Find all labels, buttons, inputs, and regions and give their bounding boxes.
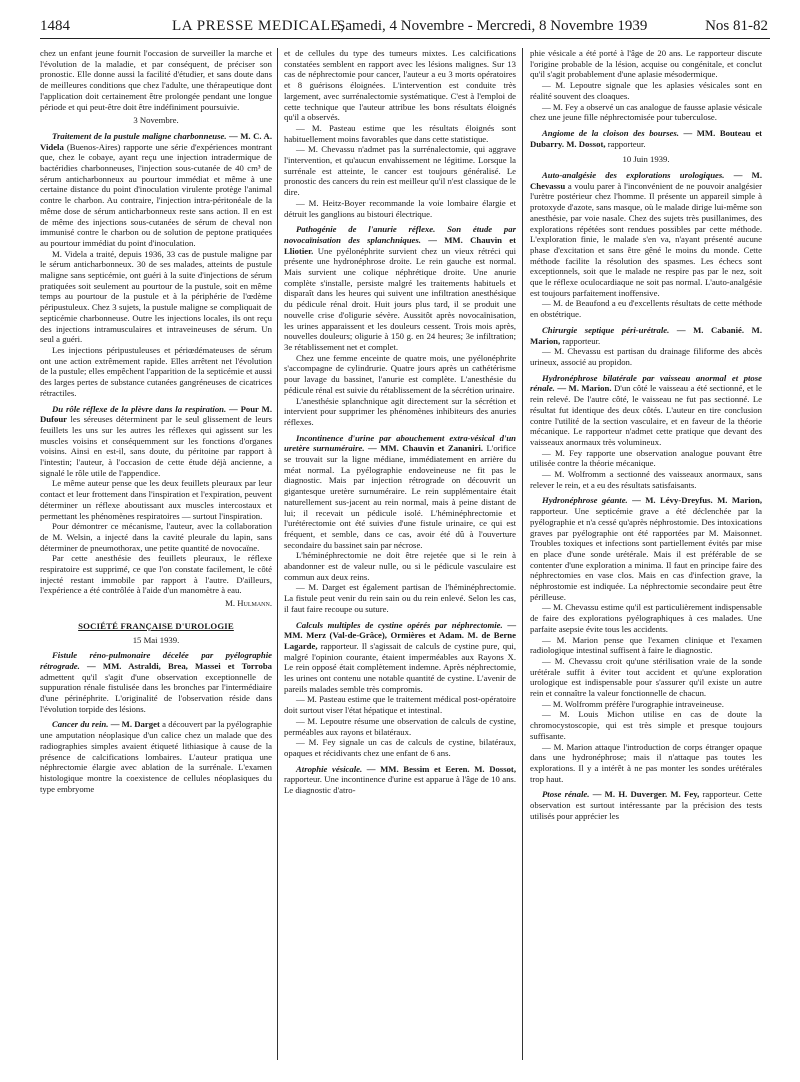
column-divider xyxy=(277,48,278,1060)
article-title: Du rôle réflexe de la plèvre dans la respiration. xyxy=(52,403,227,414)
section-date: 3 Novembre. xyxy=(133,115,179,126)
paragraph: — M. Pasteau estime que le traitement médical post-opératoire doit surtout viser l'état hépatique et intestinal. xyxy=(284,694,516,716)
article-title: Pathogénie de l'anurie réflexe. Son étude par novocaïnisation des splanchniques. xyxy=(284,224,516,245)
signature: M. Hulmann. xyxy=(225,598,272,609)
paragraph: — M. Fey signale un cas de calculs de cystine, bilatéraux, opaques et récidivants chez une enfant de 6 ans. xyxy=(284,737,516,758)
article-body: rapporteur. Une incontinence d'urine est apparue à l'âge de 10 ans. Le diagnostic d'atro- xyxy=(284,774,516,796)
article-title: Cancer du rein. xyxy=(52,719,109,730)
article-body: admettent qu'il s'agit d'une observation exceptionnelle de suppuration rénale fistulisée dans les bronches par l'intermédiaire d'une périnéphrite. L'originalité de l'observation réside dans l'évolution torpide des lésions. xyxy=(40,671,272,714)
paragraph: — M. Chevassu croit qu'une stérilisation vraie de la sonde urétérale suffit à éviter tout accident et qu'une exploration urologique est indispensable pour s'assurer qu'il existe un autre rein et connaître la valeur fonctionnelle de chacun. xyxy=(530,655,762,699)
article-body: D'un côté le vaisseau a été sectionné, et le rein relevé. De l'autre côté, le vaisseau ne fut pas sectionné. Le résultat fut identique des deux côtés. L'auteur en tire conclusion contre l'utilité de la section vasculaire, et en faveur de la théorie mécanique. Le rapporteur n'admet cette pratique que devant des vaisseaux anormaux très volumineux. xyxy=(530,383,762,447)
article-body: a découvert par la pyélographie une amputation néoplasique d'un calice chez un malade que des radiographies simples avaient étiqueté lithiasique à cause de la présence de calcifications lombaires. L'auteur pratiqua une néphrectomie élargie avec ablation de la surrénale. L'examen histologique montre la coexistence de cellules néoplasiques du type embryome xyxy=(40,719,272,794)
article-author: — MM. Chauvin et Zananiri. xyxy=(368,443,483,454)
article-author: — MM. Bouteau et Dubarry. M. Dossot, xyxy=(530,127,763,149)
page-header xyxy=(40,16,770,39)
paragraph: — M. Fey a observé un cas analogue de fausse aplasie vésicale chez une jeune fille néphrectomisée pour tuberculose. xyxy=(530,101,762,123)
journal-title: LA PRESSE MEDICALE, xyxy=(172,18,345,34)
paragraph: — M. Fey rapporte une observation analogue pouvant être utilisée contre la théorie mécanique. xyxy=(530,447,762,469)
section-date: 15 Mai 1939. xyxy=(132,634,180,645)
article-title: Angiome de la cloison des bourses. xyxy=(542,127,679,138)
article-heading xyxy=(284,224,516,352)
article-heading xyxy=(284,433,516,551)
article-heading xyxy=(40,131,272,249)
column-2 xyxy=(284,48,516,796)
article-author: — M. Chevassu xyxy=(530,170,762,191)
article-heading xyxy=(40,719,272,794)
article-body: a voulu parer à l'inconvénient de ne pouvoir analgésier l'urètre postérieur chez l'homme. Il présente un appareil simple à protoxyde d'azote, sans masque, où le malade dirige lui-même son anesthésie, par voie nasale. Chez des sujets très pusillanimes, des explorations répétées sont rendues possibles par cette méthode. L'exploration finie, le malade s'en va, n'ayant présenté aucune phase d'excitation et sans être gêné le moins du monde. Cette méthode facilite la résolution des spasmes. Les échecs sont exceptionnels, soit que le malade ne respire pas par le nez, soit que le réflexe oculocardiaque ne soit pas normal. L'auto-analgésie est toujours parfaitement inoffensive. xyxy=(530,180,762,298)
paragraph: — M. Chevassu estime qu'il est particulièrement indispensable de faire des explorations pyélographiques à ces malades. Une parfaite asepsie évite tous les accidents. xyxy=(530,602,762,634)
article-author: — M. Marion. xyxy=(557,383,612,394)
article-author: — M. Cabanié. M. Marion, xyxy=(530,324,762,346)
column-divider xyxy=(522,48,523,1060)
section-date: 10 Juin 1939. xyxy=(622,154,670,165)
article-heading xyxy=(530,495,762,602)
paragraph: — M. de Beaufond a eu d'excellents résultats de cette méthode en obstétrique. xyxy=(530,298,762,320)
paragraph: L'anesthésie splanchnique agit directement sur la sécrétion et intervient pour supprimer les phénomènes inhibiteurs des anuries réflexes. xyxy=(284,395,516,427)
paragraph: Le même auteur pense que les deux feuillets pleuraux par leur contact et leur frottement dans l'inspiration et l'expiration, peuvent déterminer un réflexe aboutissant aux muscles intercostaux et permettant les phénomènes respiratoires — surtout l'inspiration. xyxy=(40,478,272,521)
paragraph: — M. Wolfromm a sectionné des vaisseaux anormaux, sans relever le rein, et a eu des résultats satisfaisants. xyxy=(530,469,762,490)
paragraph: L'héminéphrectomie ne doit être rejetée que si le rein à abandonner est de valeur nulle, ou si le pédicule vasculaire est commun aux deux reins. xyxy=(284,550,516,582)
paragraph: — M. Darget est également partisan de l'héminéphrectomie. La fistule peut venir du rein sain ou du rein enlevé. Selon les cas, il faut faire recoupe ou suture. xyxy=(284,582,516,614)
article-author: — MM. Chauvin et Lliotier. xyxy=(284,234,516,256)
column-3 xyxy=(530,48,762,822)
paragraph: — M. Marion pense que l'examen clinique et l'examen radiologique intestinal suffisent à faire le diagnostic. xyxy=(530,634,762,656)
article-title: Hydronéphrose bilatérale par vaisseau anormal et ptose rénale. xyxy=(530,372,762,394)
issue-number: Nos 81-82 xyxy=(705,18,768,34)
article-heading xyxy=(530,373,762,448)
paragraph: — M. Chevassu n'admet pas la surrénalectomie, qui aggrave l'intervention, et qu'aucun envahissement ne légitime. Lorsque la surrénale est atteinte, le cancer est toujours généralisé. Le pronostic des cancers du rein est meilleur qu'il n'est classique de le dire. xyxy=(284,144,516,198)
article-body: rapporteur. xyxy=(562,335,601,346)
paragraph: M. Videla a traité, depuis 1936, 33 cas de pustule maligne par le sérum anticharbonneux. 30 de ses malades, atteints de pustule maligne sans septicémie, ont guéri à la suite d'injections de sérum pratiquées soit seulement au pourtour de la pustule, soit en même temps au pourtour de la pustule et à la périphérie de l'œdème péripustuleux. Chez 3 sujets, la pustule maligne se compliquait de septicémie charbonneuse. Outre les injections locales, ils ont reçu des injections intramusculaires et intraveineuses de sérum. Un seul a guéri. xyxy=(40,248,272,345)
column-1 xyxy=(40,48,272,794)
article-heading xyxy=(284,620,516,695)
article-heading xyxy=(530,128,762,149)
article-body: rapporteur. Cette observation est surtout intéressante par la précision des tests utilisés pour apprécier les xyxy=(530,789,763,821)
paragraph: Les injections péripustuleuses et périœdémateuses de sérum ont une action extrêmement rapide. Elles arrêtent net l'évolution de la pustule; elles empêchent l'apparition de la septicémie et aussi des larges pertes de substance cutanées gangréneuses de cicatrices rétractiles. xyxy=(40,344,272,398)
paragraph: Chez une femme enceinte de quatre mois, une pyélonéphrite s'accompagne de cylindrurie. Quatre jours après un cathétérisme pour lavage du bassinet, l'anurie est complète. L'anesthésie du pédicule rénal est suivie du rétablissement de la sécrétion urinaire. xyxy=(284,352,516,395)
paragraph: — M. Lepoutre signale que les aplasies vésicales sont en réalité souvent des cloaques. xyxy=(530,80,762,101)
page-number: 1484 xyxy=(40,18,70,34)
article-title: Incontinence d'urine par abouchement extra-vésical d'un uretère surnuméraire. xyxy=(284,432,516,454)
article-body: rapporteur. Il s'agissait de calculs de cystine pure, qui, malgré l'opinion courante, étaient imperméables aux Rayons X. Le rein opposé était complètement indemne. Après néphrectomie, les urines ont contenu une notable quantité de cystine. L'avenir de pareils malades semble très compromis. xyxy=(284,640,516,694)
article-title: Atrophie vésicale. xyxy=(296,763,363,774)
paragraph: et de cellules du type des tumeurs mixtes. Les calcifications constatées semblent en rapport avec les lésions malignes. Sur 13 cas de néphrectomie pour cancer, l'auteur a eu 3 morts opératoires et 8 guérisons éloignées. L'intervention est conduite très largement, avec surrénalectomie systématique. C'est à l'emploi de cette technique que l'auteur attribue les bons résultats éloignés qu'il a observés. xyxy=(284,48,516,123)
article-author: — Pour M. Dufour xyxy=(40,403,272,425)
article-author: — MM. Merz (Val-de-Grâce), Ormières et Adam. M. de Berne Lagarde, xyxy=(284,619,517,651)
paragraph: — M. Marion attaque l'introduction de corps étranger opaque dans une hydronéphrose; mais il n'attaque pas toutes les explorations. Il y a intérêt à ne pas monter les sondes urétérales trop haut. xyxy=(530,741,762,784)
paragraph: — M. Wolfromm préfère l'urographie intraveineuse. xyxy=(542,698,724,709)
paragraph: Pour démontrer ce mécanisme, l'auteur, avec la collaboration de M. Welsin, a injecté dans la cavité pleurale du lapin, sans déterminer de pneumothorax, une petite quantité de novocaïne. xyxy=(40,521,272,553)
paragraph: — M. Louis Michon utilise en cas de doute la chromocystoscopie, qui est très simple et presque toujours suffisante. xyxy=(530,709,762,741)
society-heading: SOCIÉTÉ FRANÇAISE D'UROLOGIE xyxy=(78,620,234,631)
article-heading xyxy=(530,325,762,346)
article-title: Ptose rénale. xyxy=(542,789,590,800)
paragraph: — M. Lepoutre résume une observation de calculs de cystine, perméables aux rayons et bilatéraux. xyxy=(284,715,516,737)
article-author: — MM. Astraldi, Brea, Massei et Torroba xyxy=(87,660,272,671)
article-author: — MM. Bessim et Eeren. M. Dossot, xyxy=(366,763,516,774)
article-heading xyxy=(530,789,762,821)
article-body: (Buenos-Aires) rapporte une série d'expériences montrant que, chez le cobaye, ayant reçu une injection intradermique de bactéridies charbonneuses, l'injection sous-cutanée de 40 cm³ de sérum anticharbonneux au pourtour immédiat et même à une certaine distance du point d'inoculation virulente protège l'animal contre le charbon. Au contraire, l'injection intra-péritonéale de la même dose de sérum anticharbonneux reste sans action. Il en est de même des injections sous-cutanées de sérum de cheval non immunisé contre le charbon ou de solution de peptone pratiquées au pourtour immédiat du point d'inoculation. xyxy=(40,141,272,248)
paragraph: — M. Heitz-Boyer recommande la voie lombaire élargie et détruit les ganglions au bistouri électrique. xyxy=(284,197,516,219)
article-title: Auto-analgésie des explorations urologiques. xyxy=(542,170,725,181)
article-title: Fistule réno-pulmonaire décelée par pyélographie rétrograde. xyxy=(40,650,272,671)
article-title: Chirurgie septique péri-urétrale. xyxy=(542,324,670,335)
article-title: Hydronéphrose géante. xyxy=(542,495,628,506)
article-body: rapporteur. xyxy=(607,138,646,149)
paragraph: chez un enfant jeune fournit l'occasion de surveiller la marche et l'évolution de la maladie, et par conséquent, de préciser son pronostic. Elle donne aussi la facilité d'étudier, et sans doute dans de meilleures conditions que chez l'adulte, une thérapeutique dont l'application doit certainement être prolongée pendant une longue période et qui peut-être doit être indéfiniment poursuivie. xyxy=(40,48,272,112)
article-body: rapporteur. Une septicémie grave a été déclenchée par la pyélographie et n'a cessé qu'après néphrostomie. Des intoxications graves par pyélographie ont été rapportées par M. Maisonnet. Troubles toxiques et infections sont partiellement évités par mise en place d'une sonde urétérale. Mais il est préférable de se contenter d'une exploration a minima. Il faut en principe faire des néphrectomies en vase clos. Mais en cas d'infection grave, la néphrostomie est indiquée. La néphrectomie secondaire peut être périlleuse. xyxy=(530,506,762,602)
paragraph: phie vésicale a été porté à l'âge de 20 ans. Le rapporteur discute l'origine probable de la lésion, acquise ou congénitale, et conclut qu'il s'agit probablement d'une aplasie mésodermique. xyxy=(530,48,762,80)
article-body: Une pyélonéphrite survient chez un vieux rétréci qui présente une hydronéphrose droite. Le rein gauche est normal. Mais survient une colique néphrétique droite. Une anurie complète s'installe, persiste malgré les traitements habituels et disparaît dans les heures qui suivent une infiltration anesthésique du pédicule rénal droit. Huit jours plus tard, il se produit une nouvelle crise d'oligurie sévère. Aussitôt après novocaïnisation, les urines apparaissent et les douleurs cessent. Trois mois après, nouvelles douleurs; oligurie à 150 g. en 24 heures; 3e infiltration; 3e rétablissement net et complet. xyxy=(284,245,516,352)
paragraph: Par cette anesthésie des feuillets pleuraux, le réflexe respiratoire est supprimé, ce que l'on constate facilement, le côté injecté restant immobile par rapport à l'autre. D'ailleurs, l'expérience a été contrôlée à l'aide d'un manomètre à eau. xyxy=(40,553,272,596)
paragraph: — M. Pasteau estime que les résultats éloignés sont habituellement moins favorables que dans cette statistique. xyxy=(284,122,516,144)
article-author: — M. H. Duverger. M. Fey, xyxy=(592,789,700,800)
article-body: L'orifice se trouvait sur la ligne médiane, immédiatement en arrière du méat normal. La pyélographie endoveineuse ne fit pas le diagnostic. Mais par injection rétrograde on découvrit un gigantesque uretère surnuméraire. Le rein supplémentaire était naturellement sus-jacent au rein normal, mais à peine distant de lui; il recevait un pédicule isolé. L'héminéphrectomie et l'urétérectomie ont été suivies d'une fistule urinaire, ce qui est fréquent, et semble, dans ce cas, avoir été dû à l'ouverture secondaire du bassinet sain par nécrose. xyxy=(284,443,517,550)
article-body: les séreuses déterminent par le seul glissement de leurs feuillets les uns sur les autres les réflexes qui agissent sur les muscles voisins et conséquemment sur les fonctions d'organes voisins. Ainsi en est-il, sans doute, du péritoine par rapport à l'intestin; l'auteur, à l'occasion de cette étude déjà ancienne, a signalé le rôle utile de l'appendice. xyxy=(40,414,272,478)
paragraph: — M. Chevassu est partisan du drainage filiforme des abcès urineux, associé au propidon. xyxy=(530,346,762,367)
article-author: — M. C. A. Videla xyxy=(40,130,272,152)
article-heading xyxy=(40,650,272,714)
article-title: Traitement de la pustule maligne charbonneuse. xyxy=(52,130,227,141)
issue-date: Samedi, 4 Novembre - Mercredi, 8 Novembre 1939 xyxy=(337,18,648,34)
article-heading xyxy=(284,764,516,796)
article-heading xyxy=(40,404,272,479)
article-title: Calculs multiples de cystine opérés par néphrectomie. xyxy=(296,619,503,630)
article-heading xyxy=(530,170,762,298)
article-author: — M. Darget xyxy=(110,719,160,730)
article-author: — M. Lévy-Dreyfus. M. Marion, xyxy=(632,495,763,506)
